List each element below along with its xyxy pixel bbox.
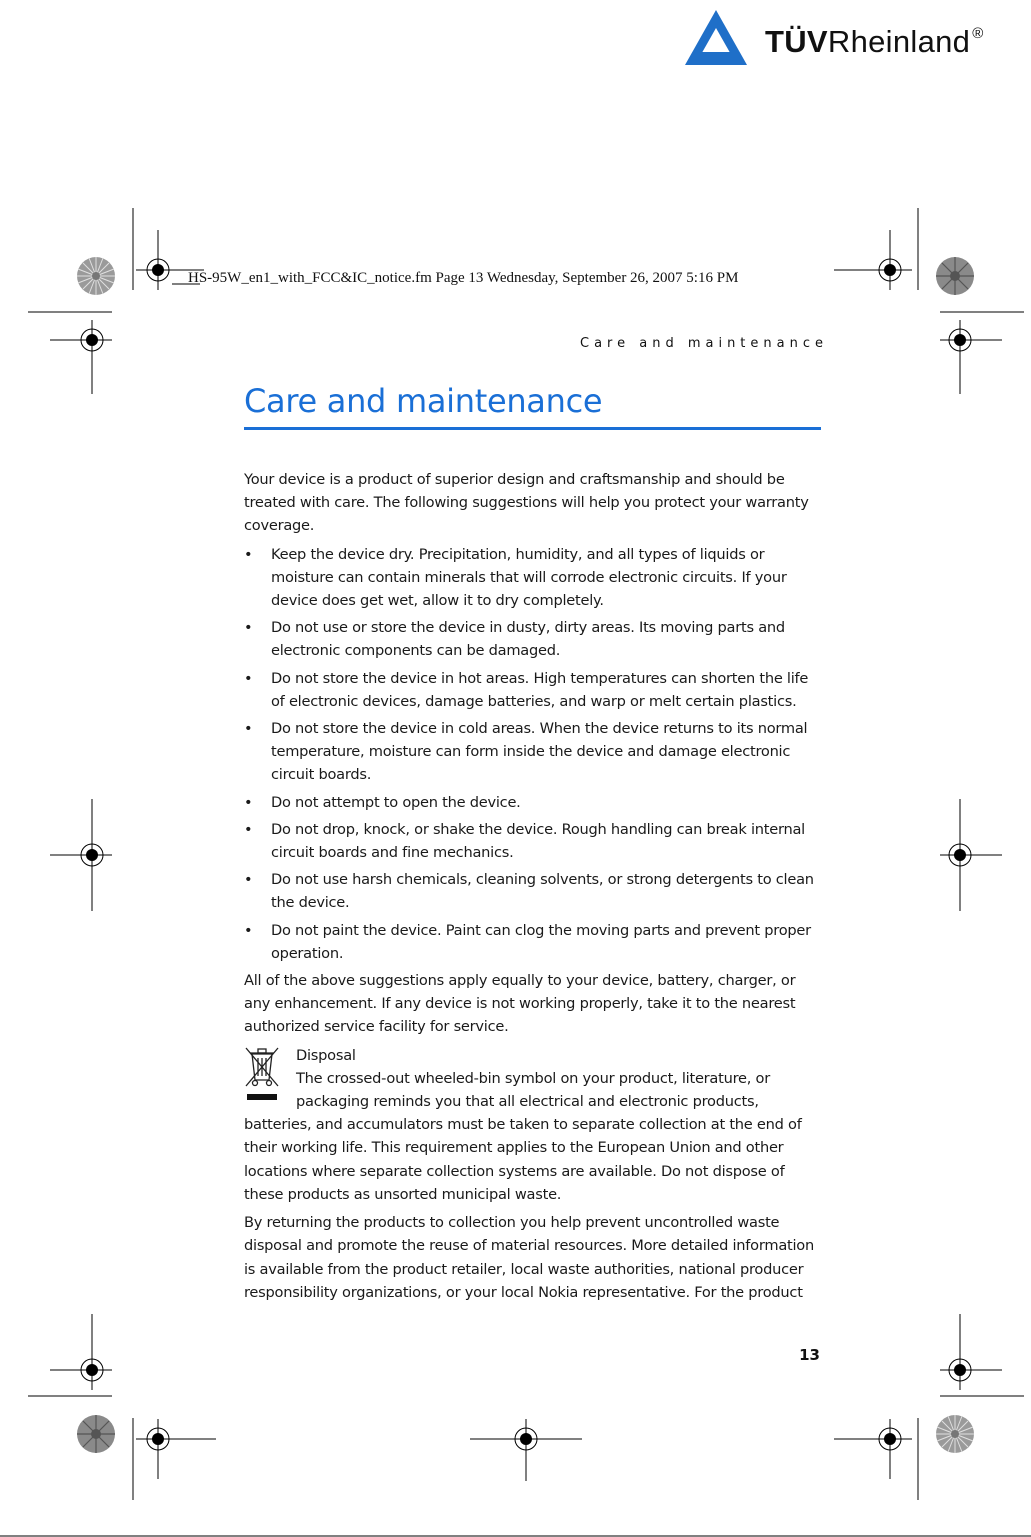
list-item: • Do not drop, knock, or shake the device. Rough handling can break internal circuit boards and fine mechanics.	[244, 820, 805, 862]
care-tips-list	[244, 543, 821, 965]
running-header: Care and maintenance	[580, 336, 828, 351]
summary-paragraph: All of the above suggestions apply equally to your device, battery, charger, or any enhancement. If any device is not working properly, take it to the nearest authorized service facility for service.	[244, 972, 796, 1036]
list-item: • Do not store the device in hot areas. High temperatures can shorten the life of electronic devices, damage batteries, and warp or melt certain plastics.	[244, 669, 809, 710]
print-slug: HS-95W_en1_with_FCC&IC_notice.fm Page 13 Wednesday, September 26, 2007 5:16 PM	[188, 270, 739, 286]
list-item: • Do not use harsh chemicals, cleaning solvents, or strong detergents to clean the device.	[244, 871, 814, 912]
logo-wordmark: TÜVRheinland ®	[765, 24, 984, 59]
body-content	[244, 468, 821, 1309]
title-underline	[244, 427, 821, 430]
page-number: 13	[799, 1346, 820, 1364]
closing-paragraph: By returning the products to collection you help prevent uncontrolled waste disposal and promote the reuse of material resources. More detailed information is available from the product retailer, local waste authorities, national producer responsibility organizations, or your local Nokia representative. For the product	[244, 1214, 814, 1301]
disposal-section	[244, 1044, 821, 1206]
intro-paragraph: Your device is a product of superior design and craftsmanship and should be treated with care. The following suggestions will help you protect your warranty coverage.	[244, 471, 809, 535]
list-item: • Do not attempt to open the device.	[244, 793, 521, 811]
disposal-heading: Disposal	[296, 1046, 356, 1064]
list-item: • Do not store the device in cold areas. When the device returns to its normal temperature, moisture can form inside the device and damage electronic circuit boards.	[244, 720, 808, 784]
page-title: Care and maintenance	[244, 382, 603, 420]
crossed-out-bin-icon	[244, 1046, 280, 1106]
list-item: • Do not use or store the device in dusty, dirty areas. Its moving parts and electronic components can be damaged.	[244, 619, 785, 660]
list-item: • Do not paint the device. Paint can clog the moving parts and prevent proper operation.	[244, 921, 811, 962]
list-item: • Keep the device dry. Precipitation, humidity, and all types of liquids or moisture can contain minerals that will corrode electronic circuits. If your device does get wet, allow it to dry completely.	[244, 545, 787, 610]
disposal-text: The crossed-out wheeled-bin symbol on your product, literature, or packaging reminds you that all electrical and electronic products, batteries, and accumulators must be taken to separate collection at the end of their working life. This requirement applies to the European Union and other locations where separate collection systems are available. Do not dispose of these products as unsorted municipal waste.	[244, 1069, 802, 1203]
